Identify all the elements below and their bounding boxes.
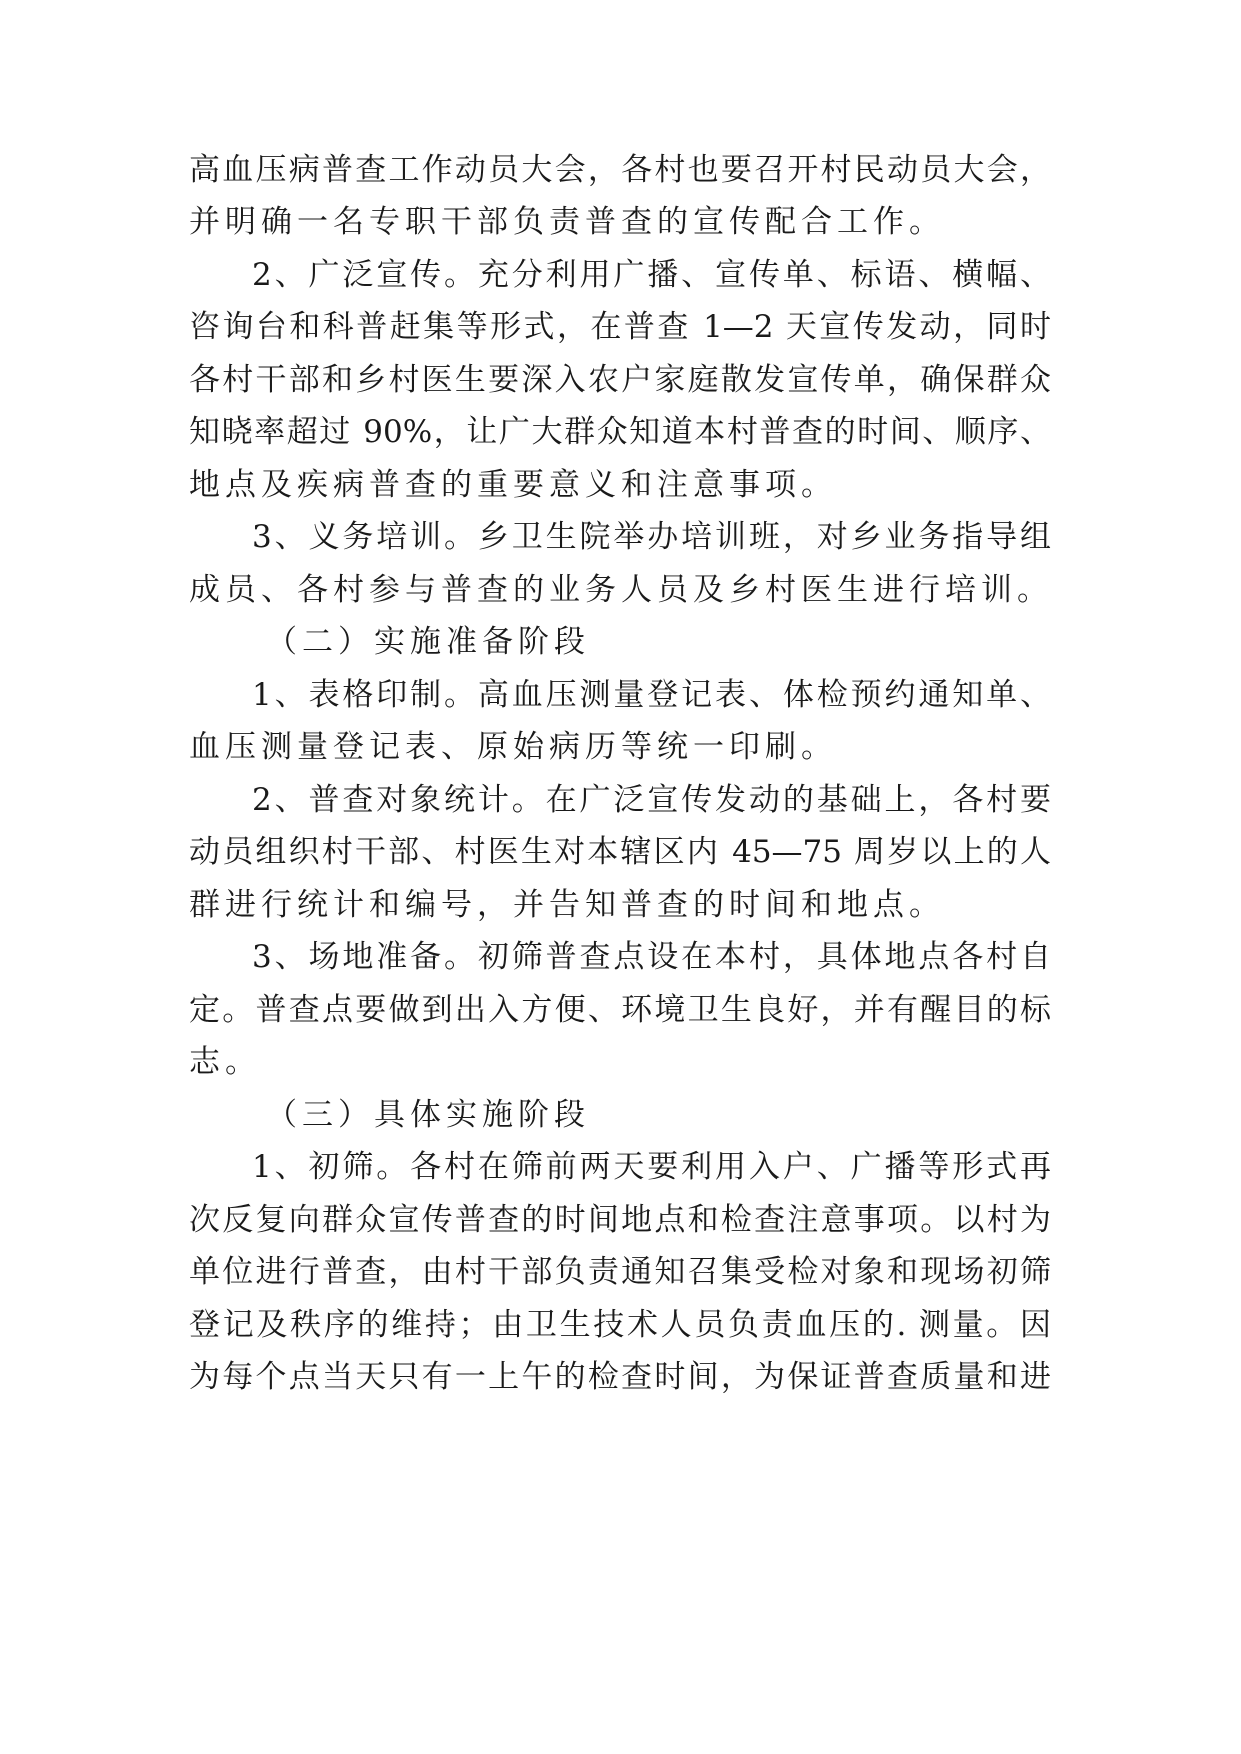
text-line: 登记及秩序的维持；由卫生技术人员负责血压的. 测量。因 (189, 1307, 1051, 1343)
text-line: 知晓率超过 90%，让广大群众知道本村普查的时间、顺序、 (189, 414, 1051, 450)
text-line: 地点及疾病普查的重要意义和注意事项。 (189, 467, 837, 503)
text-line: 定。普查点要做到出入方便、环境卫生良好，并有醒目的标 (189, 992, 1051, 1028)
text-line: 2、普查对象统计。在广泛宣传发动的基础上，各村要 (252, 782, 1051, 818)
text-line: 次反复向群众宣传普查的时间地点和检查注意事项。以村为 (189, 1202, 1051, 1238)
text-line: 咨询台和科普赶集等形式，在普查 1—2 天宣传发动，同时 (189, 309, 1051, 345)
text-line: 动员组织村干部、村医生对本辖区内 45—75 周岁以上的人 (189, 834, 1051, 870)
section-heading: （二）实施准备阶段 (266, 624, 590, 660)
text-line: 3、义务培训。乡卫生院举办培训班，对乡业务指导组 (252, 519, 1051, 555)
text-line: 单位进行普查，由村干部负责通知召集受检对象和现场初筛 (189, 1254, 1051, 1290)
text-line: 群进行统计和编号，并告知普查的时间和地点。 (189, 887, 945, 923)
section-heading: （三）具体实施阶段 (266, 1097, 590, 1133)
text-line: 成员、各村参与普查的业务人员及乡村医生进行培训。 (189, 572, 1053, 608)
text-line: 2、广泛宣传。充分利用广播、宣传单、标语、横幅、 (252, 257, 1051, 293)
text-line: 血压测量登记表、原始病历等统一印刷。 (189, 729, 837, 765)
text-line: 高血压病普查工作动员大会，各村也要召开村民动员大会， (189, 152, 1051, 188)
text-line: 各村干部和乡村医生要深入农户家庭散发宣传单，确保群众 (189, 362, 1051, 398)
text-line: 为每个点当天只有一上午的检查时间，为保证普查质量和进 (189, 1359, 1051, 1395)
text-line: 1、初筛。各村在筛前两天要利用入户、广播等形式再 (252, 1149, 1051, 1185)
text-line: 3、场地准备。初筛普查点设在本村，具体地点各村自 (252, 939, 1051, 975)
text-line: 并明确一名专职干部负责普查的宣传配合工作。 (189, 204, 945, 240)
text-line: 1、表格印制。高血压测量登记表、体检预约通知单、 (252, 677, 1051, 713)
text-line: 志。 (189, 1044, 261, 1080)
